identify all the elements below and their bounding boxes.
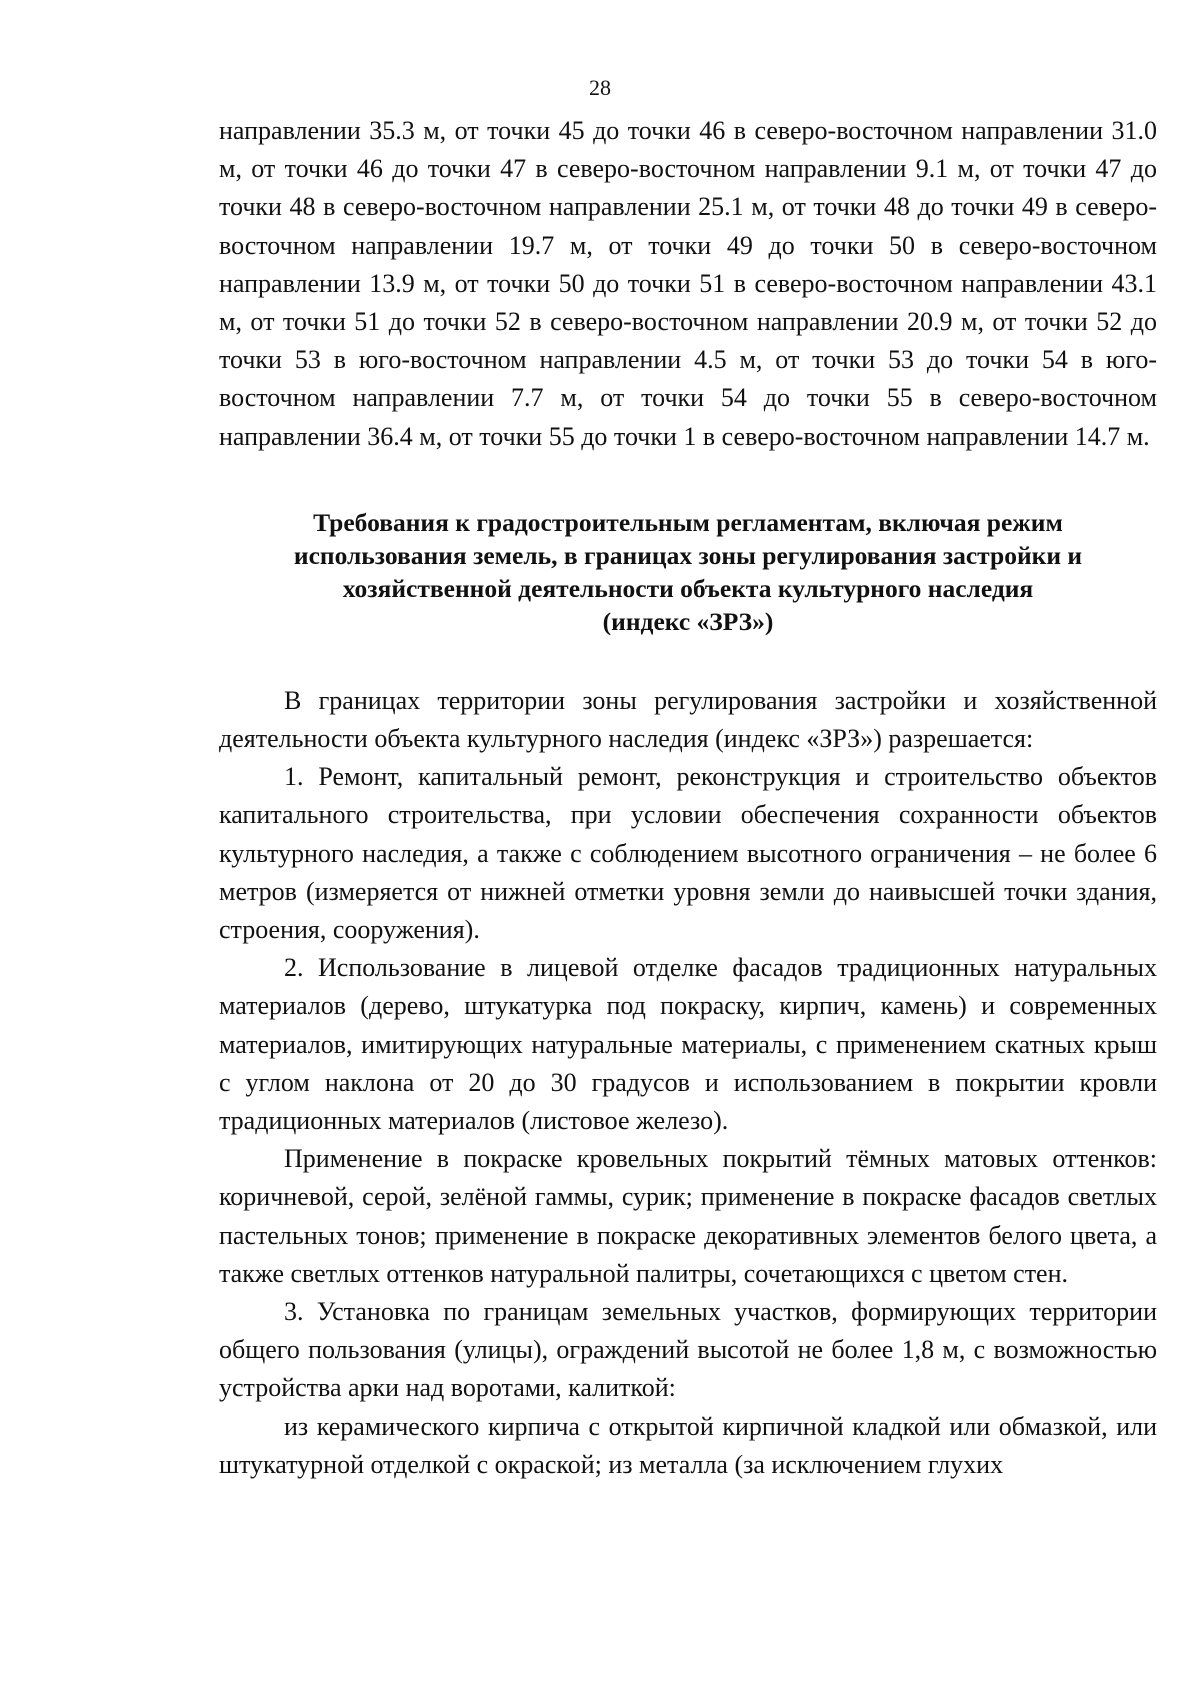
paragraph-item-1: 1. Ремонт, капитальный ремонт, реконструкция и строительство объектов капитального строительства, при условии обеспечения сохранности объектов культурного наследия, а также с соблюдением высотного ограничения – не более 6 метров (измеряется от нижней отметки уровня земли до наивысшей точки здания, строения, сооружения). bbox=[219, 762, 1157, 945]
paragraph-item-3: 3. Установка по границам земельных участков, формирующих территории общего пользования (улицы), ограждений высотой не более 1,8 м, с возможностью устройства арки над воротами, калиткой: bbox=[219, 1297, 1157, 1403]
heading-line-2: использования земель, в границах зоны регулирования застройки и bbox=[293, 540, 1083, 570]
heading-line-3: хозяйственной деятельности объекта культурного наследия bbox=[342, 573, 1034, 603]
intro-paragraph: направлении 35.3 м, от точки 45 до точки 46 в северо-восточном направлении 31.0 м, от точки 46 до точки 47 в северо-восточном направлении 9.1 м, от точки 47 до точки 48 в северо-восточном направлении 25.1 м, от точки 48 до точки 49 в северо-восточном направлении 19.7 м, от точки 49 до точки 50 в северо-восточном направлении 13.9 м, от точки 50 до точки 51 в северо-восточном направлении 43.1 м, от точки 51 до точки 52 в северо-восточном направлении 20.9 м, от точки 52 до точки 53 в юго-восточном направлении 4.5 м, от точки 53 до точки 54 в юго-восточном направлении 7.7 м, от точки 54 до точки 55 в северо-восточном направлении 36.4 м, от точки 55 до точки 1 в северо-восточном направлении 14.7 м. bbox=[219, 116, 1157, 451]
page-number: 28 bbox=[589, 75, 611, 100]
paragraph-item-2: 2. Использование в лицевой отделке фасадов традиционных натуральных материалов (дерево, штукатурка под покраску, кирпич, камень) и современных материалов, имитирующих натуральные материалы, с применением скатных крыш с углом наклона от 20 до 30 градусов и использованием в покрытии кровли традиционных материалов (листовое железо). bbox=[219, 953, 1157, 1136]
paragraph-permitted-intro: В границах территории зоны регулирования застройки и хозяйственной деятельности объекта культурного наследия (индекс «ЗРЗ») разрешается: bbox=[219, 685, 1157, 754]
heading-line-1: Требования к градостроительным регламентам, включая режим bbox=[313, 507, 1063, 537]
paragraph-fence-materials: из керамического кирпича с открытой кирпичной кладкой или обмазкой, или штукатурной отделкой с окраской; из металла (за исключением глухих bbox=[219, 1411, 1157, 1479]
paragraph-colors: Применение в покраске кровельных покрытий тёмных матовых оттенков: коричневой, серой, зелёной гаммы, сурик; применение в покраске фасадов светлых пастельных тонов; применение в покраске декоративных элементов белого цвета, а также светлых оттенков натуральной палитры, сочетающихся с цветом стен. bbox=[219, 1144, 1157, 1288]
section-heading bbox=[219, 506, 1157, 638]
heading-line-4: (индекс «ЗРЗ») bbox=[602, 606, 774, 636]
document-body bbox=[219, 112, 1157, 1484]
